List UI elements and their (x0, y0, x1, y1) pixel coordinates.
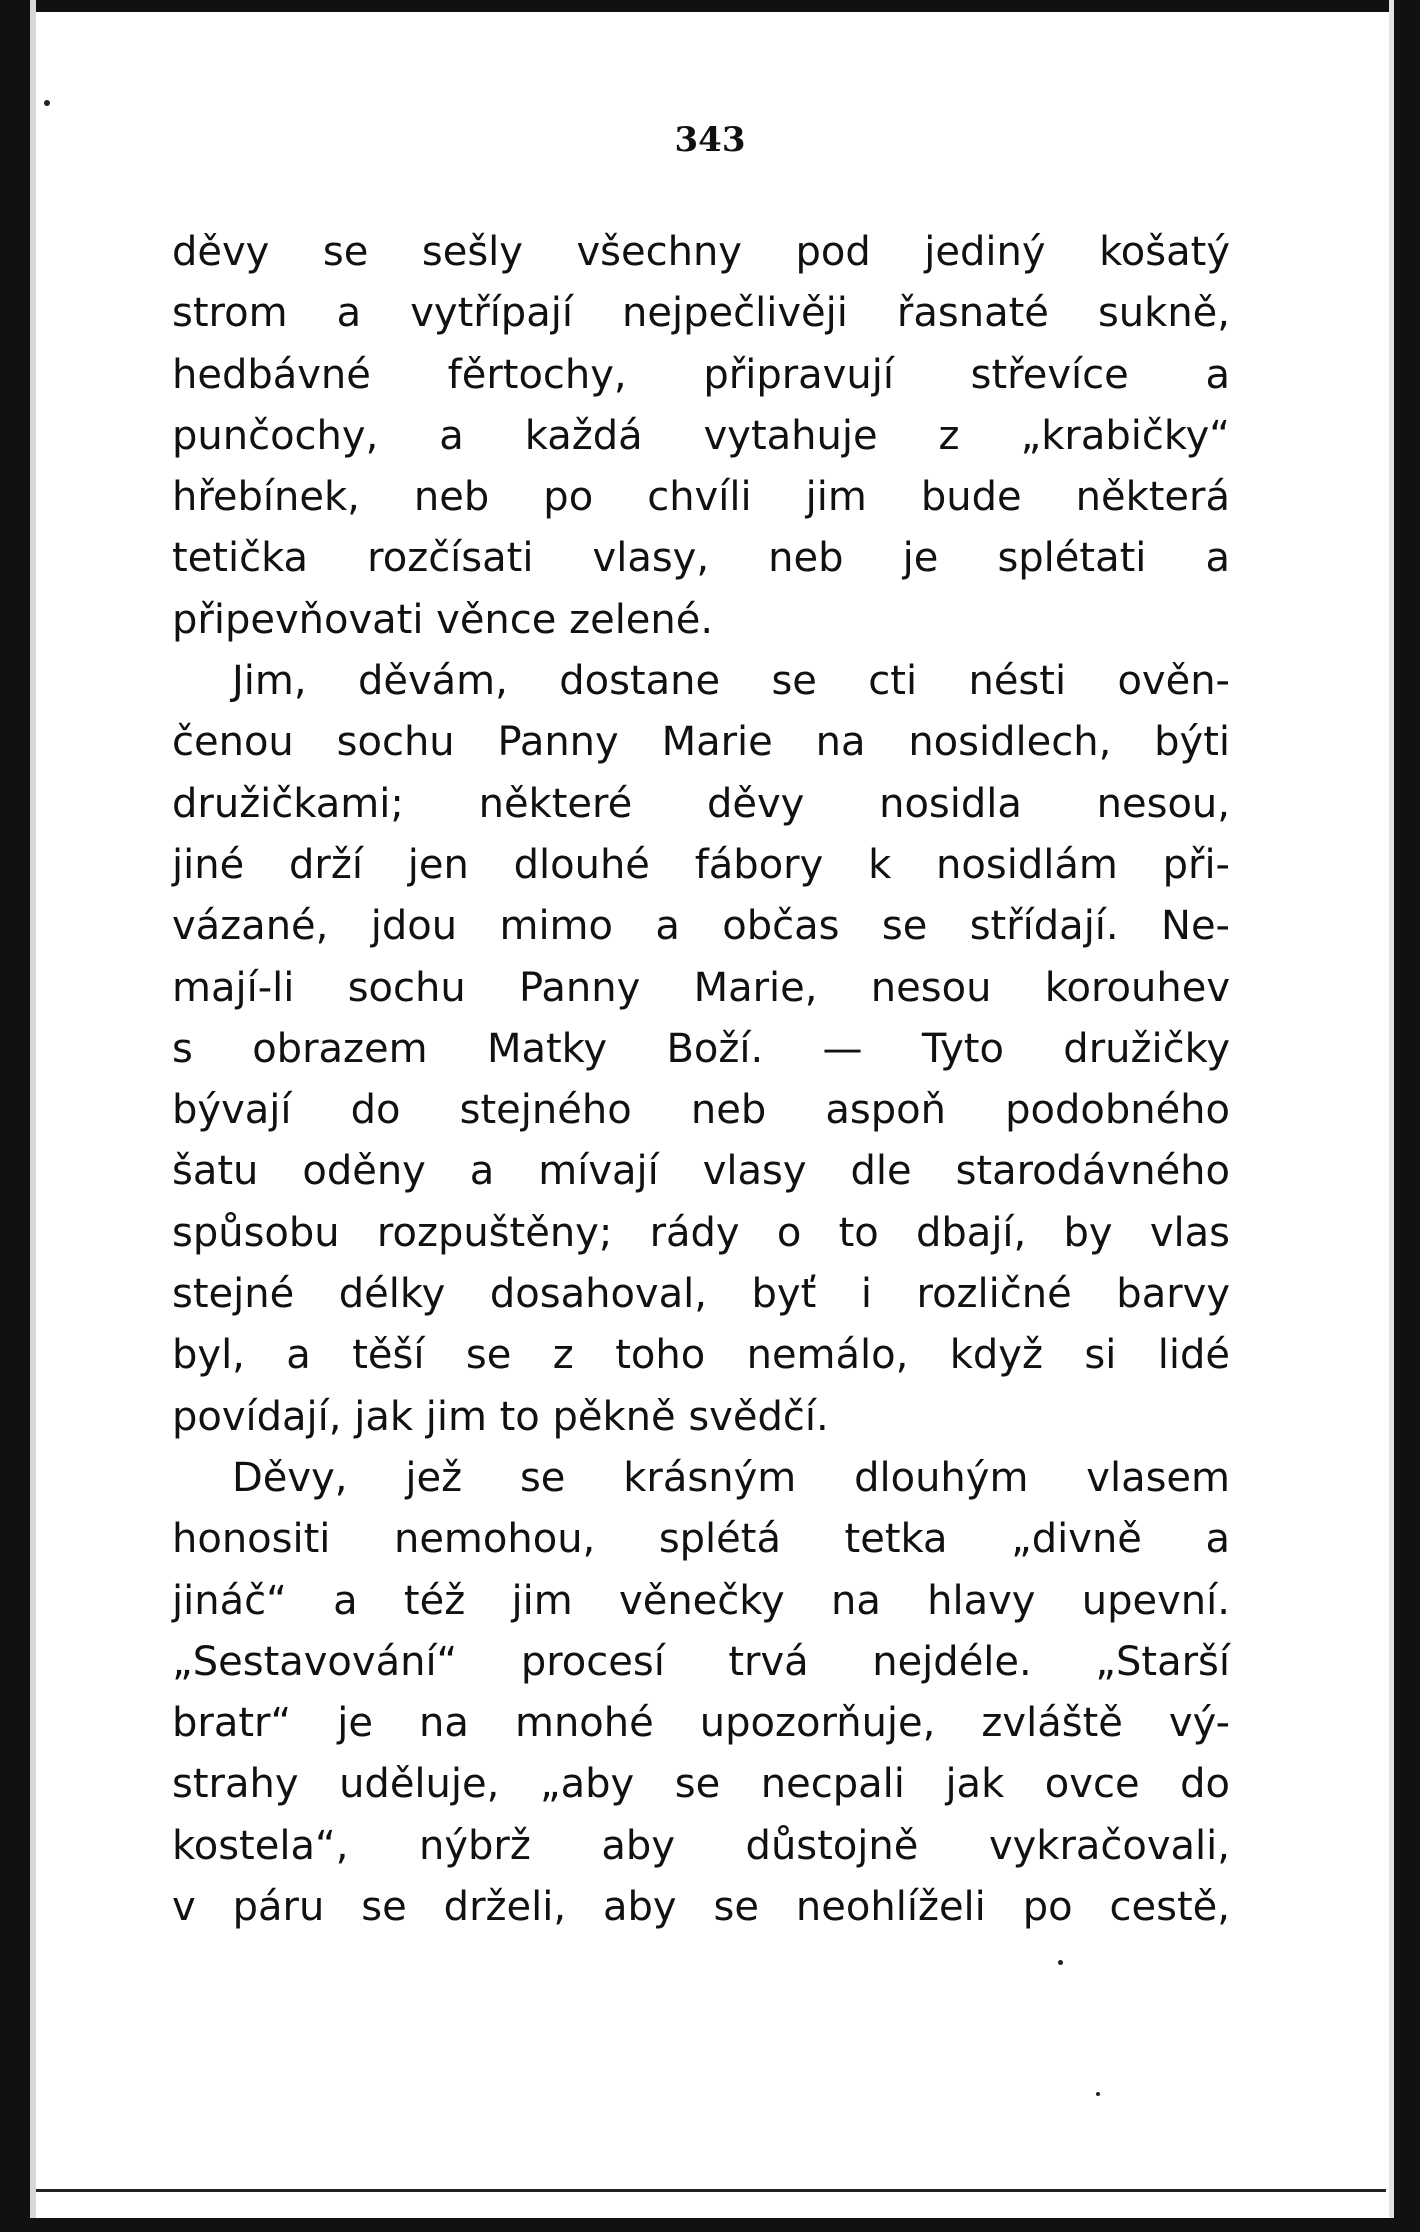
text-line: Jim, děvám, dostane se cti nésti ověn- (232, 658, 1230, 705)
text-line: honositi nemohou, splétá tetka „divně a (172, 1516, 1230, 1563)
text-line: punčochy, a každá vytahuje z „krabičky“ (172, 412, 1230, 459)
text-line: bývají do stejného neb aspoň podobného (172, 1087, 1230, 1134)
text-line: jináč“ a též jim věnečky na hlavy upevní. (172, 1577, 1230, 1624)
text-line: Děvy, jež se krásným dlouhým vlasem (232, 1454, 1230, 1501)
text-line: „Sestavování“ procesí trvá nejdéle. „Starší (172, 1638, 1230, 1685)
text-line: hřebínek, neb po chvíli jim bude některá (172, 474, 1230, 521)
scan-speck (44, 100, 50, 106)
text-line: čenou sochu Panny Marie na nosidlech, býti (172, 719, 1230, 766)
text-line: povídají, jak jim to pěkně svědčí. (172, 1393, 829, 1440)
text-line: hedbávné fěrtochy, připravují střevíce a (172, 351, 1230, 398)
text-line: spůsobu rozpuštěny; rády o to dbají, by vlas (172, 1209, 1230, 1256)
text-line: bratr“ je na mnohé upozorňuje, zvláště vý- (172, 1700, 1230, 1747)
body-text (172, 222, 1230, 1938)
scan-border-right-shadow (1389, 0, 1394, 2232)
text-line: byl, a těší se z toho nemálo, když si lidé (172, 1332, 1230, 1379)
text-line: připevňovati věnce zelené. (172, 596, 714, 643)
text-line: mají-li sochu Panny Marie, nesou korouhev (172, 964, 1230, 1011)
scan-border-right (1394, 0, 1420, 2232)
scan-bottom-rule (36, 2189, 1386, 2192)
scan-border-bottom (0, 2218, 1420, 2232)
text-line: strahy uděluje, „aby se necpali jak ovce do (172, 1761, 1230, 1808)
text-line: děvy se sešly všechny pod jediný košatý (172, 229, 1230, 275)
text-line: vázané, jdou mimo a občas se střídají. Ne- (172, 903, 1230, 950)
scan-border-top (0, 0, 1420, 12)
scan-speck (1058, 1960, 1063, 1965)
text-line: stejné délky dosahoval, byť i rozličné barvy (172, 1271, 1230, 1318)
page-number: 343 (674, 120, 746, 160)
text-line: s obrazem Matky Boží. — Tyto družičky (172, 1025, 1230, 1072)
scan-speck (1096, 2092, 1100, 2096)
text-line: jiné drží jen dlouhé fábory k nosidlám při- (172, 841, 1230, 888)
text-line: tetička rozčísati vlasy, neb je splétati a (172, 535, 1230, 582)
text-line: strom a vytřípají nejpečlivěji řasnaté sukně, (172, 290, 1230, 337)
text-line: kostela“, nýbrž aby důstojně vykračovali, (172, 1822, 1230, 1869)
text-line: v páru se drželi, aby se neohlíželi po cestě, (172, 1884, 1230, 1931)
scan-border-left (0, 0, 30, 2232)
text-line: družičkami; některé děvy nosidla nesou, (172, 780, 1230, 827)
text-line: šatu oděny a mívají vlasy dle starodávného (172, 1148, 1230, 1195)
scan-border-left-shadow (30, 0, 36, 2232)
